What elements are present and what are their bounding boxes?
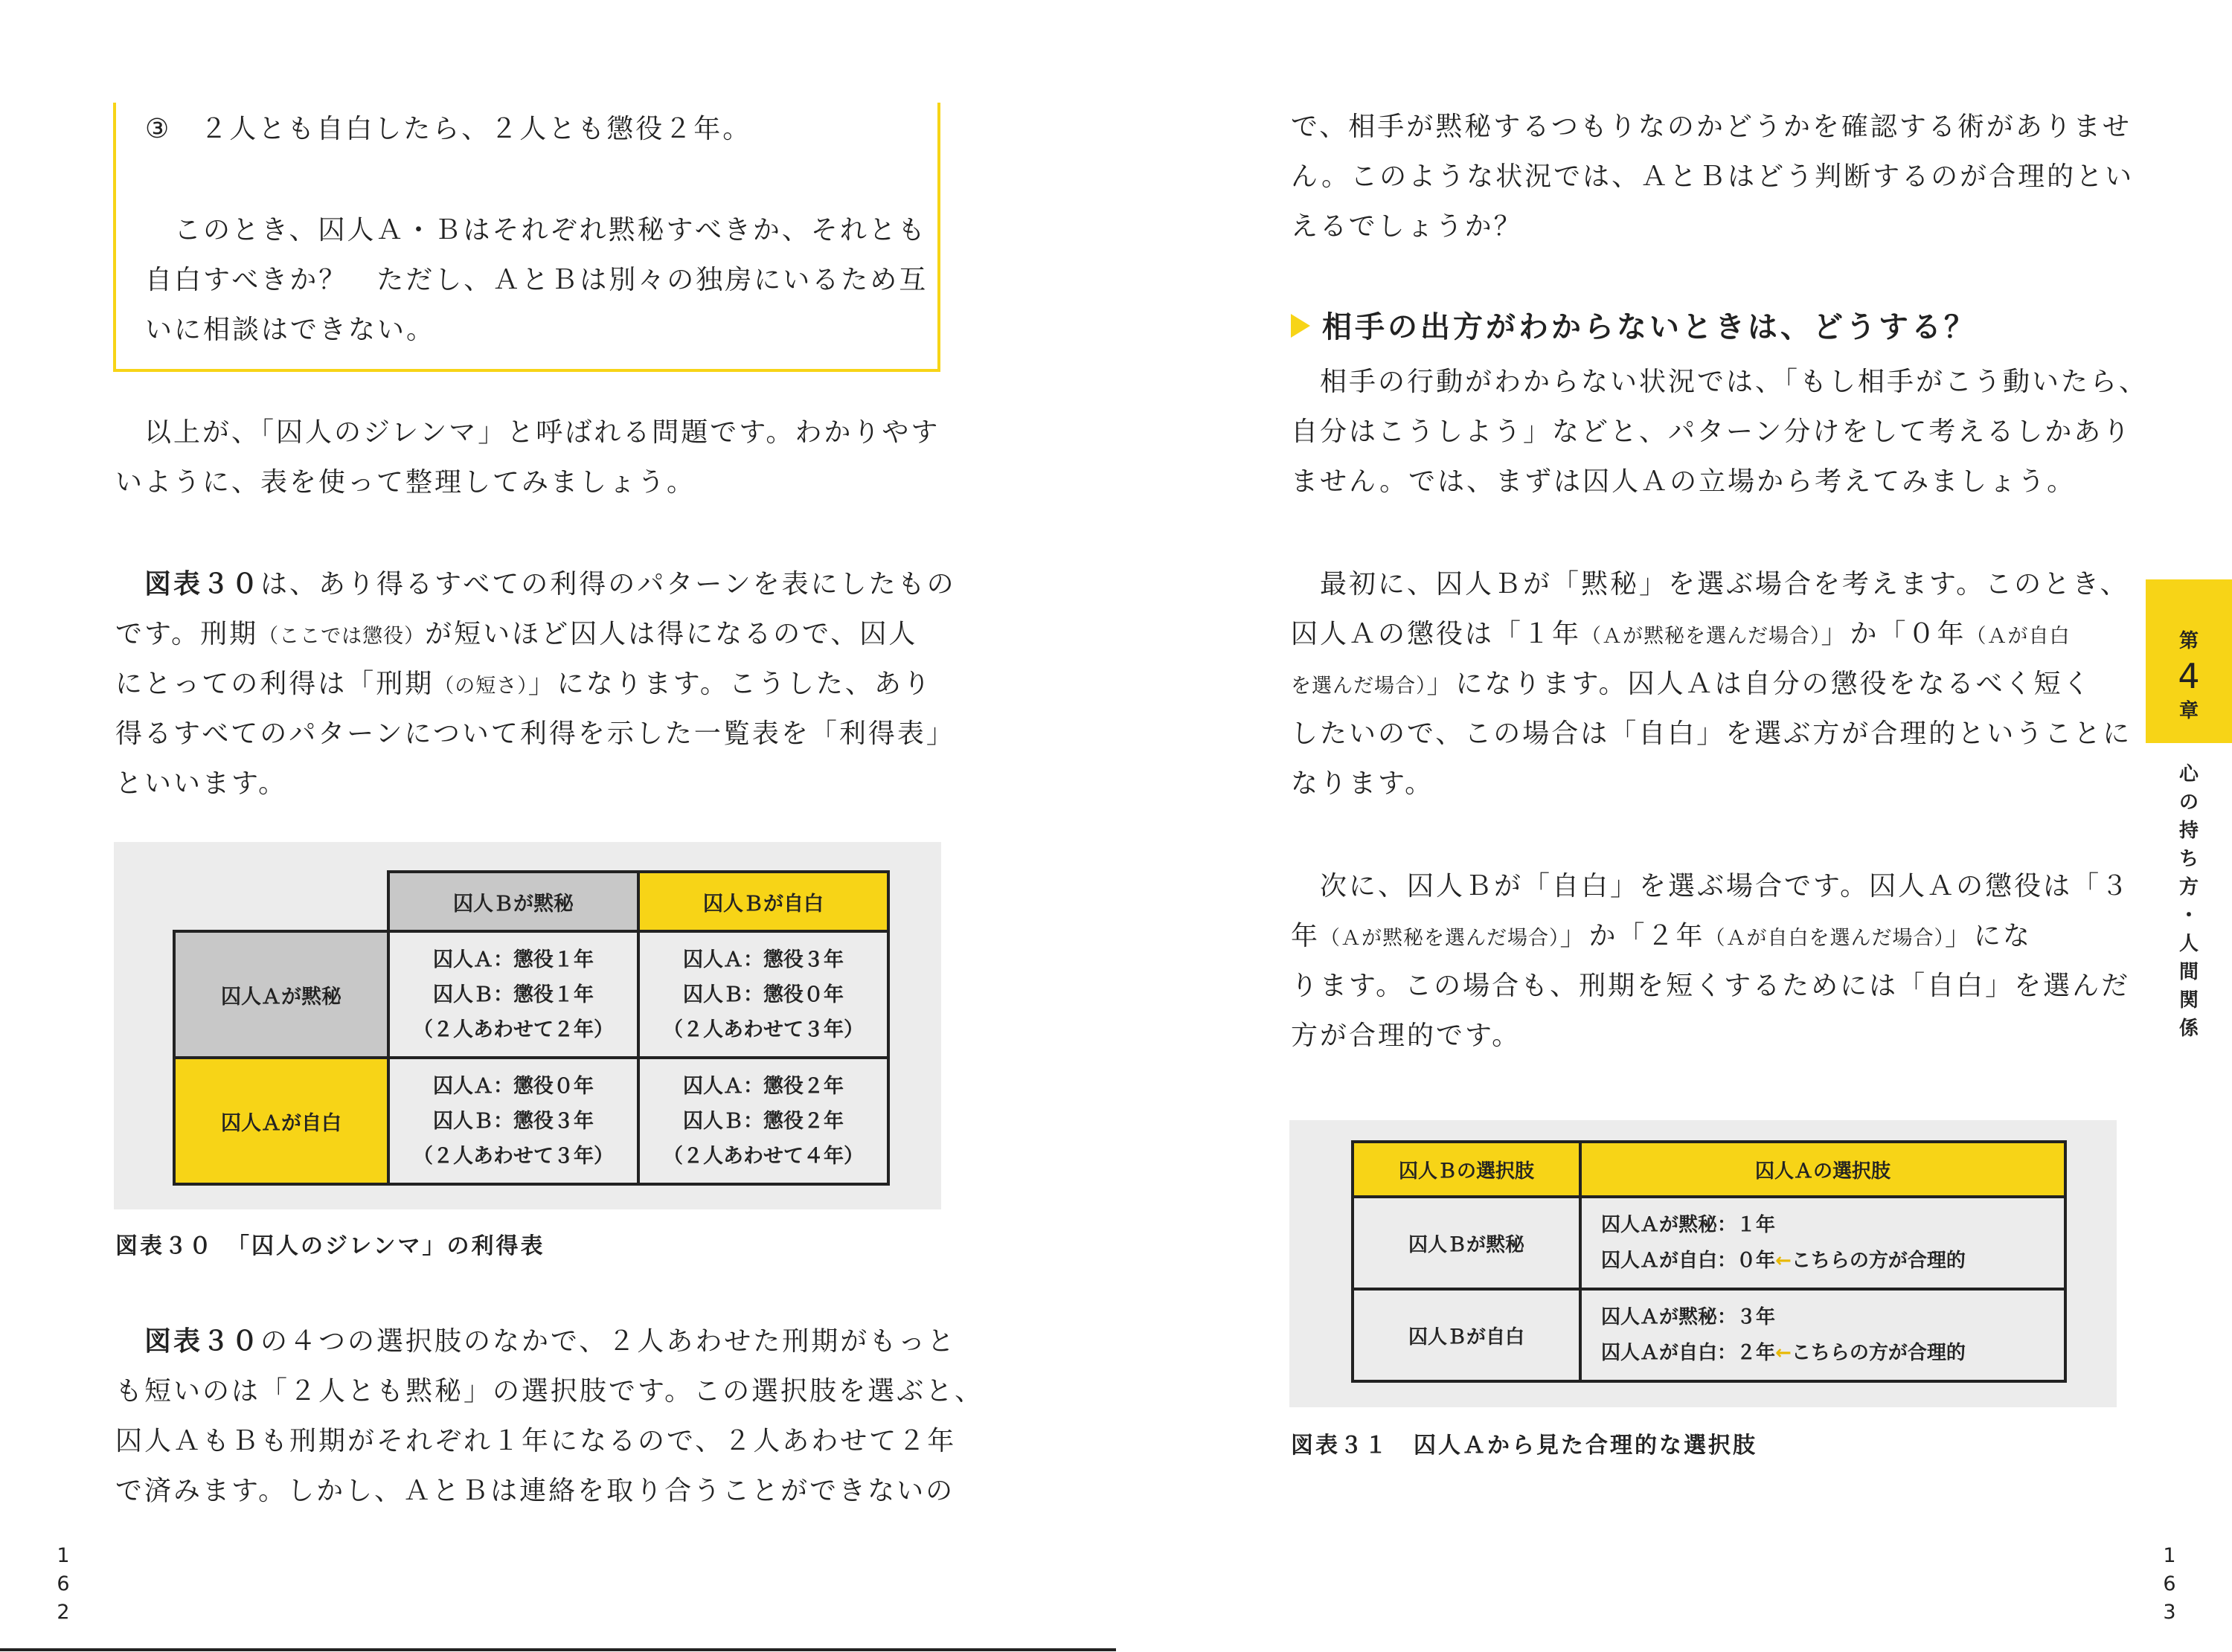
col-header-b-silent: 囚人Ｂが黙秘 <box>388 872 638 931</box>
chapter-title-char: ・ <box>2178 904 2199 927</box>
chapter-title-vertical <box>2172 760 2205 1043</box>
header-a-choice: 囚人Ａの選択肢 <box>1580 1142 2065 1197</box>
left-arrow-icon: ← <box>1775 1342 1792 1364</box>
left-arrow-icon: ← <box>1775 1250 1792 1272</box>
text-span: 」にな <box>1945 921 2033 951</box>
chapter-title-char: 方 <box>2178 876 2199 899</box>
small-note: を選んだ場合） <box>1291 675 1427 698</box>
box-line: このとき、囚人Ａ・Ｂはそれぞれ黙秘すべきか、それとも <box>145 215 927 245</box>
text-span: です。刑期 <box>115 619 259 649</box>
text-line: 相手の行動がわからない状況では、「もし相手がこう動いたら、 <box>1291 367 2149 397</box>
cell-line: 囚人Ａ：懲役０年 <box>433 1074 594 1098</box>
text-span: 年 <box>1291 921 1321 951</box>
box-line: いに相談はできない。 <box>145 315 436 345</box>
choice-line: 囚人Ａが自白：０年 <box>1601 1250 1776 1272</box>
rational-note: こちらの方が合理的 <box>1791 1250 1966 1272</box>
small-note: （Ａが黙秘を選んだ場合） <box>1581 625 1821 648</box>
text-line: も短いのは「２人とも黙秘」の選択肢です。この選択肢を選ぶと、 <box>115 1376 984 1407</box>
text-line: 自分はこうしよう」などと、パターン分けをして考えるしかあり <box>1291 417 2132 447</box>
triangle-bullet-icon <box>1291 314 1310 338</box>
small-note: （の短さ） <box>434 675 528 698</box>
chapter-prefix: 第 <box>2178 630 2199 652</box>
payoff-cell <box>638 931 888 1058</box>
cell-line: 囚人Ｂ：懲役３年 <box>433 1109 594 1133</box>
text-line: なります。 <box>1291 768 1434 799</box>
col-header-b-confess: 囚人Ｂが自白 <box>638 872 888 931</box>
payoff-cell <box>388 1058 638 1184</box>
figure-reference: 図表３０ <box>115 569 261 600</box>
text-line: えるでしょうか？ <box>1291 211 1523 242</box>
header-b-choice: 囚人Ｂの選択肢 <box>1353 1142 1580 1197</box>
text-line: いように、表を使って整理してみましょう。 <box>115 467 696 498</box>
chapter-suffix: 章 <box>2178 700 2199 722</box>
text-line: ります。この場合も、刑期を短くするためには「自白」を選んだ <box>1291 971 2131 1001</box>
chapter-title-char: の <box>2178 791 2199 814</box>
choice-line: 囚人Ａが黙秘：３年 <box>1601 1306 1776 1328</box>
text-line: ません。では、まずは囚人Ａの立場から考えてみましょう。 <box>1291 466 2077 497</box>
small-note: （ここでは懲役） <box>258 625 426 648</box>
text-line: 囚人ＡもＢも刑期がそれぞれ１年になるので、２人あわせて２年 <box>115 1426 957 1456</box>
text-span: 」になります。囚人Ａは自分の懲役をなるべく短く <box>1426 669 2092 699</box>
cell-line: 囚人Ｂ：懲役１年 <box>433 983 594 1006</box>
text-line: 得るすべてのパターンについて利得を示した一覧表を「利得表」 <box>115 719 955 749</box>
text-span: 」になります。こうした、あり <box>527 669 932 699</box>
bottom-rule <box>0 1648 1116 1651</box>
text-span: 」か「０年 <box>1821 619 1966 649</box>
text-line: で、相手が黙秘するつもりなのかどうかを確認する術がありませ <box>1291 112 2132 142</box>
page-digit: 6 <box>57 1572 70 1595</box>
paragraph-continued <box>1291 102 2134 251</box>
choice-line: 囚人Ａが自白：２年 <box>1601 1342 1776 1364</box>
cell-line: 囚人Ｂ：懲役０年 <box>683 983 844 1006</box>
paragraph-patterns <box>1291 357 2148 507</box>
text-line: 方が合理的です。 <box>1291 1021 1521 1051</box>
page-number-163 <box>2158 1542 2181 1627</box>
paragraph-intro <box>115 408 940 507</box>
row-header-a-silent: 囚人Ａが黙秘 <box>174 931 388 1058</box>
payoff-cell <box>388 931 638 1058</box>
rational-choice-table <box>1351 1140 2067 1383</box>
cell-line: 囚人Ａ：懲役１年 <box>433 948 594 971</box>
chapter-number: 4 <box>2178 656 2200 696</box>
row-b-confess: 囚人Ｂが自白 <box>1353 1289 1580 1381</box>
text-span: 囚人Ａの懲役は「１年 <box>1291 619 1582 649</box>
page-digit: 6 <box>2163 1572 2176 1595</box>
page-number-162 <box>52 1542 74 1627</box>
box-line: ③ ２人とも自白したら、２人とも懲役２年。 <box>145 114 752 144</box>
cell-line: 囚人Ａ：懲役２年 <box>683 1074 844 1098</box>
section-heading <box>1291 303 1977 346</box>
choice-line: 囚人Ａが黙秘：１年 <box>1601 1214 1776 1236</box>
problem-box-text <box>145 104 928 355</box>
a-choices-cell <box>1580 1197 2065 1289</box>
page-digit: 2 <box>57 1601 70 1624</box>
page-digit: 1 <box>2163 1544 2176 1567</box>
paragraph-analysis <box>115 1317 984 1516</box>
cell-line: （２人あわせて２年） <box>413 1018 614 1041</box>
figure-31-caption: 図表３１ 囚人Ａから見た合理的な選択肢 <box>1291 1433 1757 1459</box>
small-note: （Ａが自白 <box>1966 625 2071 648</box>
text-line: 次に、囚人Ｂが「自白」を選ぶ場合です。囚人Ａの懲役は「３ <box>1291 871 2131 901</box>
figure-reference: 図表３０ <box>115 1326 261 1357</box>
box-line: 自白すべきか？ ただし、ＡとＢは別々の独房にいるため互 <box>145 265 929 295</box>
a-choices-cell <box>1580 1289 2065 1381</box>
rational-note: こちらの方が合理的 <box>1791 1342 1966 1364</box>
box-line <box>145 154 928 205</box>
paragraph-b-confess <box>1291 861 2130 1061</box>
text-line: 以上が、「囚人のジレンマ」と呼ばれる問題です。わかりやす <box>115 417 940 448</box>
page-digit: 1 <box>57 1544 70 1567</box>
page-digit: 3 <box>2163 1601 2176 1624</box>
cell-line: 囚人Ａ：懲役３年 <box>683 948 844 971</box>
chapter-title-char: 持 <box>2178 820 2199 842</box>
cell-line: 囚人Ｂ：懲役２年 <box>683 1109 844 1133</box>
row-b-silent: 囚人Ｂが黙秘 <box>1353 1197 1580 1289</box>
heading-text: 相手の出方がわからないときは、どうする？ <box>1322 310 1977 344</box>
chapter-title-char: 間 <box>2178 961 2199 983</box>
small-note: （Ａが黙秘を選んだ場合） <box>1320 927 1560 950</box>
chapter-title-char: ち <box>2178 848 2199 870</box>
row-header-a-confess: 囚人Ａが自白 <box>174 1058 388 1184</box>
empty-corner <box>174 872 388 931</box>
chapter-title-char: 係 <box>2178 1018 2199 1040</box>
paragraph-b-silent <box>1291 559 2132 809</box>
text-line: といいます。 <box>115 768 288 799</box>
text-line: したいので、この場合は「自白」を選ぶ方が合理的ということに <box>1291 719 2132 749</box>
figure-30-caption: 図表３０ 「囚人のジレンマ」の利得表 <box>115 1233 545 1259</box>
chapter-title-char: 心 <box>2178 763 2199 785</box>
text-span: 」か「２年 <box>1559 921 1705 951</box>
text-line: ん。このような状況では、ＡとＢはどう判断するのが合理的とい <box>1291 161 2135 192</box>
text-line: 最初に、囚人Ｂが「黙秘」を選ぶ場合を考えます。このとき、 <box>1291 569 2129 600</box>
text-span: は、あり得るすべての利得のパターンを表にしたもの <box>260 569 956 600</box>
chapter-title-char: 関 <box>2178 989 2199 1012</box>
small-note: （Ａが自白を選んだ場合） <box>1705 927 1946 950</box>
text-line: で済みます。しかし、ＡとＢは連絡を取り合うことができないの <box>115 1476 955 1506</box>
chapter-tab <box>2146 579 2232 743</box>
text-span: にとっての利得は「刑期 <box>115 669 434 699</box>
cell-line: （２人あわせて４年） <box>663 1144 864 1168</box>
text-span: が短いほど囚人は得になるので、囚人 <box>425 619 918 649</box>
payoff-table <box>173 870 890 1186</box>
text-span: の４つの選択肢のなかで、２人あわせた刑期がもっと <box>260 1326 957 1357</box>
cell-line: （２人あわせて３年） <box>413 1144 614 1168</box>
payoff-cell <box>638 1058 888 1184</box>
chapter-title-char: 人 <box>2178 933 2199 955</box>
paragraph-payoff <box>115 559 956 809</box>
cell-line: （２人あわせて３年） <box>663 1018 864 1041</box>
